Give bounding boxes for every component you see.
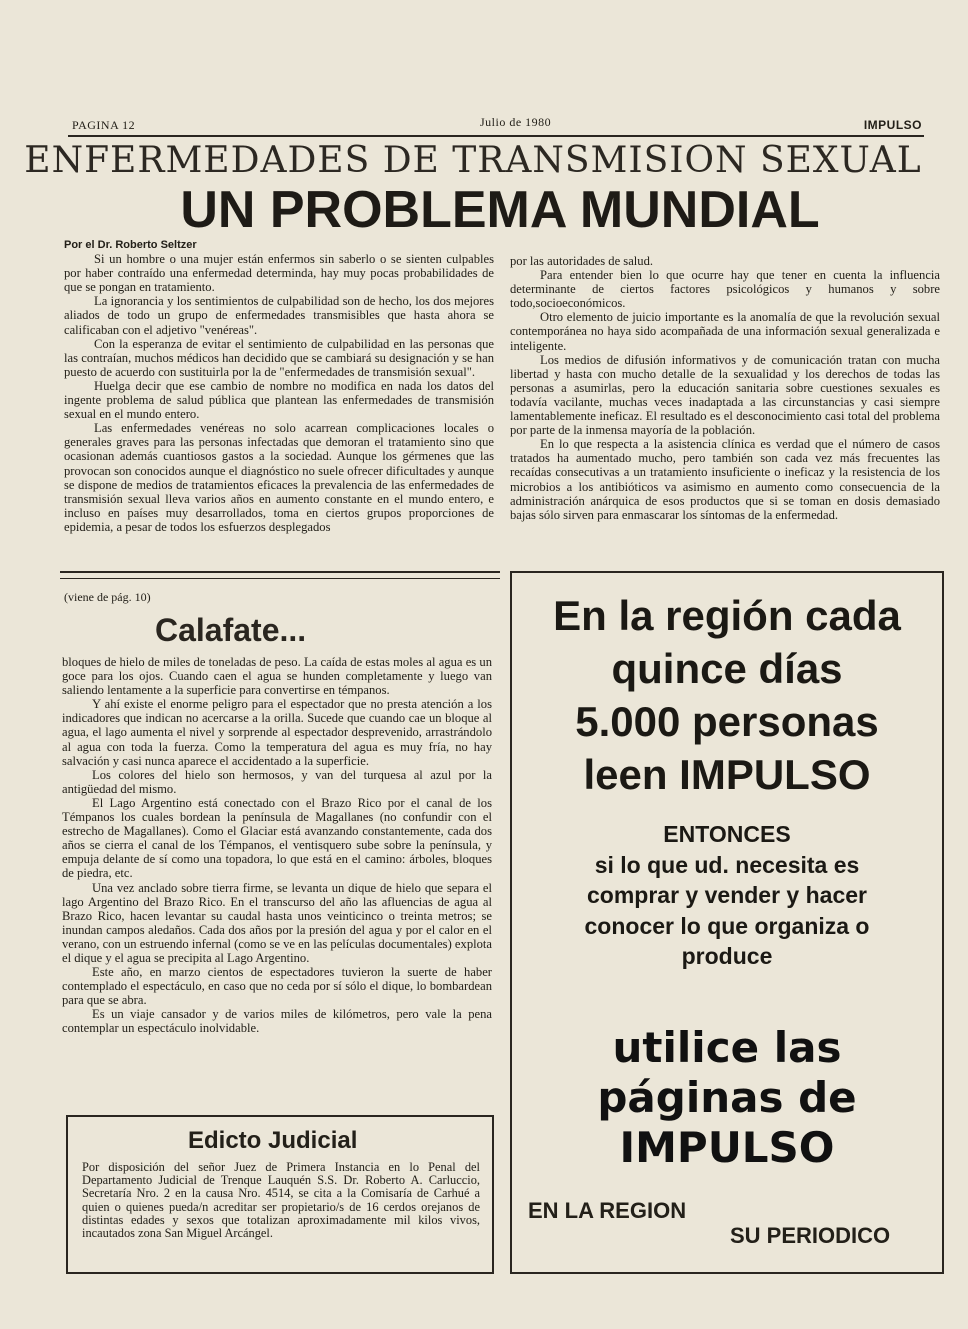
page-header — [68, 113, 924, 137]
ad-middle-line: comprar y vender y hacer — [587, 882, 867, 908]
article-byline: Por el Dr. Roberto Seltzer — [64, 239, 197, 251]
ad-cta-line: IMPULSO — [619, 1123, 835, 1172]
paragraph: Si un hombre o una mujer están enfermos sin saberlo o se sienten culpables por haber contraído una enfermedad determinda, hay muy pocas probabilidades de que se pongan en tratamiento. — [64, 252, 494, 295]
edicto-body: Por disposición del señor Juez de Primera Instancia en lo Penal del Departamento Judicial de Trenque Lauquén S.S. Dr. Roberto A. Carluccio, Secretaría Nro. 2 en la causa Nro. 4514, se cita a la Comisaría de Carhué a quien o quienes pueda/n acreditar ser propietario/s de 16 cerdos orejanos de distintas edades y sexos que totalizan aproximadamente mil kilos vivos, incautados zona San Miguel Arcángel. — [82, 1160, 480, 1241]
publication-name: IMPULSO — [863, 118, 922, 132]
ad-headline-line: quince días — [611, 645, 843, 692]
article-kicker: ENFERMEDADES DE TRANSMISION SEXUAL — [24, 140, 922, 181]
paragraph: El Lago Argentino está conectado con el Brazo Rico por el canal de los Témpanos los cuales bordean la península de Magallanes (no confundir con el estrecho de Magallanes). Como el Glaciar está avanzando constantemente, cada dos años se cierra el canal de los Témpanos, el ventisquero sube sobre la península, y empuja delante de sí como una topadora, lo que está en el camino: árboles, bloques de piedra, etc. — [62, 795, 492, 881]
ad-cta-line: páginas de — [597, 1073, 857, 1122]
paragraph: Y ahí existe el enorme peligro para el espectador que no presta atención a los indicadores que indican no acercarse a la orilla. Sucede que cuando cae un bloque al agua, el lago aumenta el nivel y sorprende al espectador desprevenido, arrastrándolo al agua con toda la fuerza. Como la temperatura del agua es muy fría, no hay salvación y casi nunca aparece el accidentado a la superficie. — [62, 697, 492, 768]
ad-footer-right: SU PERIODICO — [730, 1223, 891, 1248]
paragraph: Con la esperanza de evitar el sentimiento de culpabilidad en las personas que las contraían, muchos médicos han decidido que se cambiará su designación y se han puesto de acuerdo con sustituirla por la de "enfermedades de transmisión sexual". — [64, 336, 494, 379]
ad-middle-line: si lo que ud. necesita es — [594, 851, 860, 878]
calafate-article — [62, 655, 492, 1036]
ad-middle-text — [512, 819, 942, 972]
paragraph: Es un viaje cansador y de varios miles de kilómetros, pero vale la pena contemplar un espectáculo inolvidable. — [62, 1007, 492, 1036]
edicto-box — [66, 1115, 494, 1274]
page-number: PAGINA 12 — [72, 118, 136, 132]
ad-footer-left: EN LA REGION — [528, 1198, 687, 1223]
paragraph: por las autoridades de salud. — [510, 254, 654, 268]
paragraph: Una vez anclado sobre tierra firme, se levanta un dique de hielo que separa el lago Argentino del Brazo Rico. En el transcurso del año las afluencias de agua al Brazo Rico, hacen levantar su caudal hasta unos veinticinco o treinta metros; se inundan campos aledaños. Cada dos años por la presión del agua y por el calor en el verano, con un estruendo infernal (como se ve en las películas documentales) explota el dique y el agua se precipita al Lago Argentino. — [62, 880, 492, 965]
paragraph: bloques de hielo de miles de toneladas de peso. La caída de estas moles al agua es un goce para los ojos. Cuando caen el agua se hunden completamente y luego van saliendo lentamente a la superficie para convertirse en témpanos. — [62, 655, 492, 698]
ad-headline — [512, 589, 942, 801]
ad-headline-line: 5.000 personas — [575, 698, 879, 745]
paragraph: Las enfermedades venéreas no solo acarrean complicaciones locales o generales graves para las personas infectadas que demoran el tratamiento sino que ocasionan además cuantiosos gastos a la sociedad. Aunque los gérmenes que las provocan son conocidos aunque el diagnóstico no suele ofrecer dificultades y aunque se dispone de medios de tratamientos eficaces la prevalencia de las enfermedades de transmisión sexual lleva varios años en aumento constante en el mundo entero, e incluso en países muy desarrollados, toma en ciertos grupos proporciones de epidemia, a pesar de todos los esfuerzos desplegados — [64, 421, 494, 534]
article-headline: UN PROBLEMA MUNDIAL — [180, 181, 820, 239]
article-column-right — [510, 254, 940, 522]
ad-headline-line: En la región cada — [553, 592, 901, 639]
ad-middle-line: ENTONCES — [663, 821, 791, 847]
calafate-title: Calafate... — [155, 612, 307, 648]
section-divider — [60, 571, 500, 579]
paragraph: Para entender bien lo que ocurre hay que tener en cuenta la influencia determinante de ciertos factores psicológicos y humanos y sobre todo,socioeconómicos. — [510, 268, 940, 311]
article-column-left — [64, 238, 494, 534]
advertisement-box — [510, 571, 944, 1274]
issue-date: Julio de 1980 — [480, 115, 552, 129]
ad-cta-line: utilice las — [612, 1023, 842, 1072]
ad-call-to-action — [512, 1023, 942, 1173]
paragraph: Huelga decir que ese cambio de nombre no modifica en nada los datos del ingente problema de salud pública que plantean las enfermedades de transmisión sexual en el mundo entero. — [64, 378, 494, 422]
ad-middle-line: produce — [681, 943, 773, 969]
edicto-title: Edicto Judicial — [188, 1127, 358, 1154]
paragraph: Los medios de difusión informativos y de comunicación tratan con mucha libertad y hasta con mucho detalle de la sexualidad y los derechos de todas las personas a asumirlas, pero la educación sanitaria sobre cuestiones sexuales es todavía vacilante, muchas veces inadaptada a las circunstancias y casi siempre lamentablemente ineficaz. El resultado es el desconocimiento casi total del problema por parte de la inmensa mayoría de la población. — [510, 352, 940, 438]
paragraph: La ignorancia y los sentimientos de culpabilidad son de hecho, los dos mejores aliados de todo un grupo de enfermedades transmisibles que hasta ahora se calificaban con el adjetivo "venéreas". — [64, 294, 494, 337]
continued-note: (viene de pág. 10) — [64, 590, 151, 604]
ad-middle-line: conocer lo que organiza o — [584, 912, 870, 939]
paragraph: Otro elemento de juicio importante es la anomalía de que la revolución sexual contemporánea no haya sido acompañada de una información sexual generalizada e inteligente. — [510, 310, 940, 353]
paragraph: En lo que respecta a la asistencia clínica es verdad que el número de casos tratados ha aumentado mucho, pero también son cada vez más frecuentes las recaídas consecutivas a un tratamiento insuficiente o ineficaz y la resistencia de los microbios a los antibióticos va asimismo en aumento como consecuencia de la administración anárquica de esos productos que si se toman en dosis demasiado bajas sólo sirven para enmascarar los síntomas de la enfermedad. — [510, 437, 940, 522]
paragraph: Este año, en marzo cientos de espectadores tuvieron la suerte de haber contemplado el espectáculo, en caso que no ceda por sí sólo el dique, lo bombardean para que se abra. — [62, 965, 492, 1008]
ad-headline-line: leen IMPULSO — [583, 751, 871, 798]
paragraph: Los colores del hielo son hermosos, y van del turquesa al azul por la antigüedad del mismo. — [62, 767, 492, 796]
